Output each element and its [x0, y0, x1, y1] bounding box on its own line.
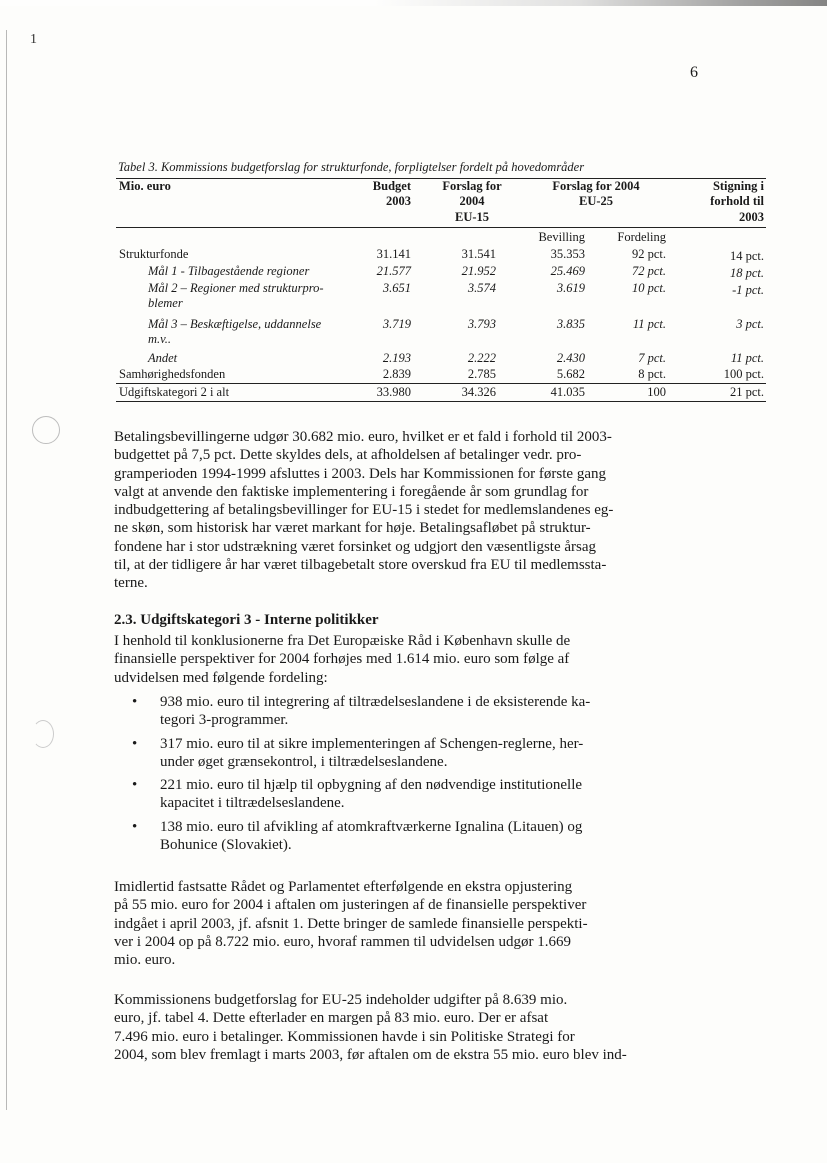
table-total-rule	[116, 383, 766, 384]
header-budget-line1: Budget	[372, 179, 411, 193]
list-item	[114, 818, 674, 855]
text-line: tegori 3-programmer.	[160, 712, 289, 729]
header-eu25-line1: Forslag for 2004	[552, 179, 640, 193]
section-heading: 2.3. Udgiftskategori 3 - Interne politikker	[114, 612, 379, 628]
cell-stigning: 21 pct.	[729, 385, 764, 399]
cell-budget: 2.839	[382, 367, 411, 381]
table-caption: Tabel 3. Kommissions budgetforslag for strukturfonde, forpligtelser fordelt på hovedområder	[118, 160, 585, 174]
header-forslag-line3: EU-15	[454, 210, 490, 224]
cell-forslag: 3.574	[467, 281, 496, 295]
cell-bevilling: 5.682	[556, 367, 585, 381]
allocation-list	[114, 693, 674, 859]
bullet-icon: •	[132, 735, 138, 752]
cell-fordeling: 11 pct.	[632, 317, 666, 331]
list-item	[114, 735, 674, 772]
row-label: Strukturfonde	[119, 247, 189, 261]
text-line: mio. euro.	[114, 952, 176, 969]
text-line: ne skøn, som historisk har været markant for høje. Betalingsafløbet på struktur-	[114, 520, 591, 537]
text-line: gramperioden 1994-1999 afsluttes i 2003. Dels har Kommissionen for første gang	[114, 465, 606, 482]
punch-hole-mark	[32, 720, 54, 748]
punch-hole-mark	[32, 416, 60, 444]
text-line: fondene har i stor udstrækning været forsinket og udgjort den væsentligste årsag	[114, 538, 596, 555]
row-label-continued: m.v..	[148, 332, 172, 346]
row-label-continued: blemer	[148, 296, 183, 310]
cell-bevilling: 25.469	[550, 264, 585, 278]
text-line: valgt at anvende den faktiske implementering i foregående år som grundlag for	[114, 483, 589, 500]
header-stigning-line2: forhold til	[710, 194, 764, 208]
cell-fordeling: 100	[647, 385, 666, 399]
text-line: Kommissionens budgetforslag for EU-25 indeholder udgifter på 8.639 mio.	[114, 992, 568, 1008]
header-stigning-line1: Stigning i	[712, 179, 764, 193]
cell-stigning: -1 pct.	[732, 283, 764, 297]
bullet-icon: •	[132, 818, 138, 835]
margin-mark: 1	[30, 32, 37, 47]
text-line: Betalingsbevillingerne udgør 30.682 mio. euro, hvilket er et fald i forhold til 2003-	[114, 429, 612, 445]
header-unit: Mio. euro	[119, 179, 171, 193]
row-label: Mål 2 – Regioner med strukturpro-	[148, 281, 324, 295]
paragraph-adjustment	[114, 878, 694, 969]
cell-budget: 21.577	[376, 264, 411, 278]
cell-stigning: 3 pct.	[736, 317, 764, 331]
cell-budget: 3.651	[382, 281, 411, 295]
row-label-total: Udgiftskategori 2 i alt	[119, 385, 230, 399]
table-bottom-rule	[116, 401, 766, 402]
text-line: 938 mio. euro til integrering af tiltrædelseslandene i de eksisterende ka-	[160, 694, 591, 710]
paragraph-conclusions	[114, 632, 694, 687]
row-label: Samhørighedsfonden	[119, 367, 226, 381]
cell-fordeling: 8 pct.	[638, 367, 666, 381]
cell-forslag: 34.326	[461, 385, 496, 399]
cell-bevilling: 3.619	[556, 281, 585, 295]
scan-edge-top	[0, 0, 827, 6]
cell-budget: 2.193	[382, 351, 411, 365]
list-item	[114, 693, 674, 730]
cell-forslag: 3.793	[467, 317, 496, 331]
row-label: Andet	[148, 351, 178, 365]
cell-fordeling: 7 pct.	[638, 351, 666, 365]
text-line: til, at der tidligere år har været tilbagebetalt store overskud fra EU til medlemssta-	[114, 557, 607, 574]
cell-budget: 3.719	[382, 317, 411, 331]
row-label: Mål 3 – Beskæftigelse, uddannelse	[148, 317, 322, 331]
cell-fordeling: 10 pct.	[631, 281, 666, 295]
text-line: I henhold til konklusionerne fra Det Europæiske Råd i København skulle de	[114, 633, 571, 649]
scan-edge-left	[6, 30, 7, 1110]
cell-bevilling: 2.430	[556, 351, 585, 365]
list-item	[114, 776, 674, 813]
cell-stigning: 100 pct.	[723, 367, 764, 381]
text-line: kapacitet i tiltrædelseslandene.	[160, 795, 345, 812]
text-line: finansielle perspektiver for 2004 forhøjes med 1.614 mio. euro som følge af	[114, 651, 570, 668]
cell-forslag: 21.952	[461, 264, 496, 278]
text-line: Imidlertid fastsatte Rådet og Parlamentet efterfølgende en ekstra opjustering	[114, 879, 573, 895]
budget-table	[116, 176, 766, 406]
text-line: budgettet på 7,5 pct. Dette skyldes dels, at afholdelsen af betalinger vedr. pro-	[114, 447, 582, 464]
cell-fordeling: 72 pct.	[631, 264, 666, 278]
header-forslag-line1: Forslag for	[442, 179, 502, 193]
page-number: 6	[690, 64, 698, 81]
bullet-icon: •	[132, 777, 138, 794]
table-header-rule	[116, 227, 766, 228]
text-line: euro, jf. tabel 4. Dette efterlader en margen på 83 mio. euro. Der er afsat	[114, 1010, 549, 1027]
text-line: ver i 2004 op på 8.722 mio. euro, hvoraf rammen til udvidelsen udgør 1.669	[114, 933, 571, 950]
header-eu25-line2: EU-25	[578, 194, 614, 208]
cell-stigning: 18 pct.	[729, 266, 764, 280]
cell-stigning: 11 pct.	[730, 351, 764, 365]
text-line: udvidelsen med følgende fordeling:	[114, 669, 328, 686]
paragraph-eu25-proposal	[114, 991, 694, 1064]
text-line: på 55 mio. euro for 2004 i aftalen om justeringen af de finansielle perspektiver	[114, 897, 587, 914]
header-budget-line2: 2003	[386, 194, 411, 208]
cell-bevilling: 35.353	[550, 247, 585, 261]
cell-forslag: 2.222	[467, 351, 496, 365]
text-line: terne.	[114, 575, 148, 592]
header-fordeling: Fordeling	[617, 230, 666, 244]
text-line: indgået i april 2003, jf. afsnit 1. Dette bringer de samlede finansielle perspekti-	[114, 915, 588, 932]
text-line: under øget grænsekontrol, i tiltrædelseslandene.	[160, 753, 448, 770]
cell-stigning: 14 pct.	[729, 249, 764, 263]
cell-bevilling: 3.835	[556, 317, 585, 331]
cell-budget: 33.980	[376, 385, 411, 399]
cell-budget: 31.141	[376, 247, 411, 261]
header-stigning-line3: 2003	[739, 210, 764, 224]
cell-forslag: 2.785	[467, 367, 496, 381]
text-line: 317 mio. euro til at sikre implementeringen af Schengen-reglerne, her-	[160, 735, 584, 752]
bullet-icon: •	[132, 694, 138, 710]
cell-forslag: 31.541	[461, 247, 496, 261]
text-line: 138 mio. euro til afvikling af atomkraftværkerne Ignalina (Litauen) og	[160, 818, 583, 835]
paragraph-payments	[114, 428, 694, 593]
header-bevilling: Bevilling	[538, 230, 585, 244]
header-forslag-line2: 2004	[459, 194, 485, 208]
text-line: 2004, som blev fremlagt i marts 2003, før aftalen om de ekstra 55 mio. euro blev ind-	[114, 1046, 627, 1063]
cell-fordeling: 92 pct.	[631, 247, 666, 261]
text-line: 7.496 mio. euro i betalinger. Kommissionen havde i sin Politiske Strategi for	[114, 1028, 575, 1045]
text-line: 221 mio. euro til hjælp til opbygning af den nødvendige institutionelle	[160, 777, 583, 794]
text-line: Bohunice (Slovakiet).	[160, 837, 292, 854]
text-line: indbudgettering af betalingsbevillinger for EU-15 i stedet for medlemslandenes eg-	[114, 502, 614, 519]
cell-bevilling: 41.035	[550, 385, 585, 399]
row-label: Mål 1 - Tilbagestående regioner	[148, 264, 310, 278]
